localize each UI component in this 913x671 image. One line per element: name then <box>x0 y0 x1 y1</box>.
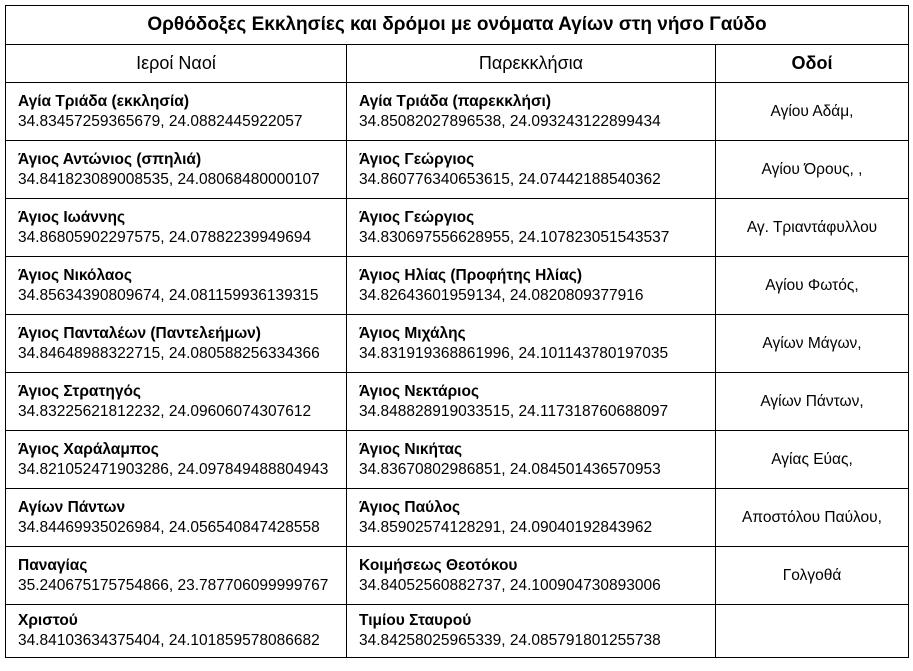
temple-coordinates: 34.83457259365679, 24.0882445922057 <box>18 112 303 130</box>
temple-cell <box>6 141 347 199</box>
table-row <box>6 605 909 658</box>
road-cell: Αγίων Πάντων, <box>716 373 909 431</box>
temple-coordinates: 34.821052471903286, 24.097849488804943 <box>18 460 329 478</box>
chapel-cell <box>347 83 716 141</box>
chapel-name: Άγιος Νεκτάριος <box>359 382 480 400</box>
table-row <box>6 489 909 547</box>
chapel-name: Άγιος Νικήτας <box>359 440 463 458</box>
chapel-cell <box>347 199 716 257</box>
temple-coordinates: 34.84648988322715, 24.080588256334366 <box>18 344 320 362</box>
road-cell: Αγίου Φωτός, <box>716 257 909 315</box>
chapel-coordinates: 34.85082027896538, 24.093243122899434 <box>359 112 661 130</box>
table-row <box>6 315 909 373</box>
road-cell: Αγίου Όρους, , <box>716 141 909 199</box>
chapel-cell <box>347 257 716 315</box>
temple-cell <box>6 257 347 315</box>
chapel-coordinates: 34.830697556628955, 24.107823051543537 <box>359 228 670 246</box>
chapel-coordinates: 34.82643601959134, 24.0820809377916 <box>359 286 644 304</box>
chapel-coordinates: 34.83670802986851, 24.084501436570953 <box>359 460 661 478</box>
title-row <box>6 6 909 45</box>
table-row <box>6 141 909 199</box>
temple-coordinates: 34.86805902297575, 24.07882239949694 <box>18 228 312 246</box>
road-cell: Αγίας Εύας, <box>716 431 909 489</box>
temple-cell <box>6 547 347 605</box>
chapel-cell <box>347 489 716 547</box>
chapel-name: Τιμίου Σταυρού <box>359 612 472 629</box>
temple-cell <box>6 373 347 431</box>
table-row <box>6 83 909 141</box>
temple-coordinates: 34.841823089008535, 24.08068480000107 <box>18 170 320 188</box>
table-row <box>6 199 909 257</box>
road-cell: Αποστόλου Παύλου, <box>716 489 909 547</box>
chapel-name: Άγιος Γεώργιος <box>359 208 475 226</box>
temple-cell <box>6 489 347 547</box>
chapel-coordinates: 34.848828919033515, 24.117318760688097 <box>359 402 669 420</box>
chapel-name: Κοιμήσεως Θεοτόκου <box>359 556 518 574</box>
road-cell: Αγίου Αδάμ, <box>716 83 909 141</box>
temple-coordinates: 34.84103634375404, 24.101859578086682 <box>18 632 320 649</box>
chapel-coordinates: 34.84052560882737, 24.100904730893006 <box>359 576 661 594</box>
temple-coordinates: 35.240675175754866, 23.787706099999767 <box>18 576 329 594</box>
table-row <box>6 373 909 431</box>
temple-name: Άγιος Στρατηγός <box>18 382 141 400</box>
table-title: Ορθόδοξες Εκκλησίες και δρόμοι με ονόματα Αγίων στη νήσο Γαύδο <box>6 6 909 45</box>
chapel-name: Άγιος Παύλος <box>359 498 461 516</box>
table-row <box>6 257 909 315</box>
temple-name: Άγιος Νικόλαος <box>18 266 132 284</box>
chapel-name: Άγιος Γεώργιος <box>359 150 475 168</box>
chapel-cell <box>347 315 716 373</box>
chapel-name: Άγιος Μιχάλης <box>359 324 466 342</box>
table-row <box>6 547 909 605</box>
chapel-cell <box>347 431 716 489</box>
chapel-coordinates: 34.84258025965339, 24.085791801255738 <box>359 632 661 649</box>
temple-name: Άγιος Χαράλαμπος <box>18 440 159 458</box>
temple-cell <box>6 199 347 257</box>
temple-name: Παναγίας <box>18 556 88 574</box>
temple-name: Άγιος Αντώνιος (σπηλιά) <box>18 150 202 168</box>
header-roads: Οδοί <box>716 45 909 83</box>
header-row <box>6 45 909 83</box>
chapel-cell <box>347 547 716 605</box>
chapel-cell <box>347 605 716 658</box>
header-chapels: Παρεκκλήσια <box>347 45 716 83</box>
temple-cell <box>6 83 347 141</box>
temple-name: Αγία Τριάδα (εκκλησία) <box>18 92 189 110</box>
temple-name: Χριστού <box>18 612 78 629</box>
temple-cell <box>6 315 347 373</box>
table-row <box>6 431 909 489</box>
temple-cell <box>6 431 347 489</box>
chapel-name: Άγιος Ηλίας (Προφήτης Ηλίας) <box>359 266 582 284</box>
chapel-cell <box>347 141 716 199</box>
temple-coordinates: 34.83225621812232, 24.09606074307612 <box>18 402 312 420</box>
chapel-cell <box>347 373 716 431</box>
road-cell <box>716 605 909 658</box>
temple-name: Άγιος Ιωάννης <box>18 208 126 226</box>
temple-name: Άγιος Πανταλέων (Παντελεήμων) <box>18 324 261 342</box>
churches-table <box>5 5 909 658</box>
temple-name: Αγίων Πάντων <box>18 498 126 516</box>
temple-coordinates: 34.85634390809674, 24.081159936139315 <box>18 286 319 304</box>
chapel-coordinates: 34.860776340653615, 24.07442188540362 <box>359 170 661 188</box>
header-temples: Ιεροί Ναοί <box>6 45 347 83</box>
road-cell: Αγίων Μάγων, <box>716 315 909 373</box>
road-cell: Γολγοθά <box>716 547 909 605</box>
temple-coordinates: 34.84469935026984, 24.056540847428558 <box>18 518 320 536</box>
road-cell: Αγ. Τριαντάφυλλου <box>716 199 909 257</box>
chapel-name: Αγία Τριάδα (παρεκκλήσι) <box>359 92 552 110</box>
temple-cell <box>6 605 347 658</box>
chapel-coordinates: 34.85902574128291, 24.09040192843962 <box>359 518 653 536</box>
chapel-coordinates: 34.831919368861996, 24.101143780197035 <box>359 344 669 362</box>
